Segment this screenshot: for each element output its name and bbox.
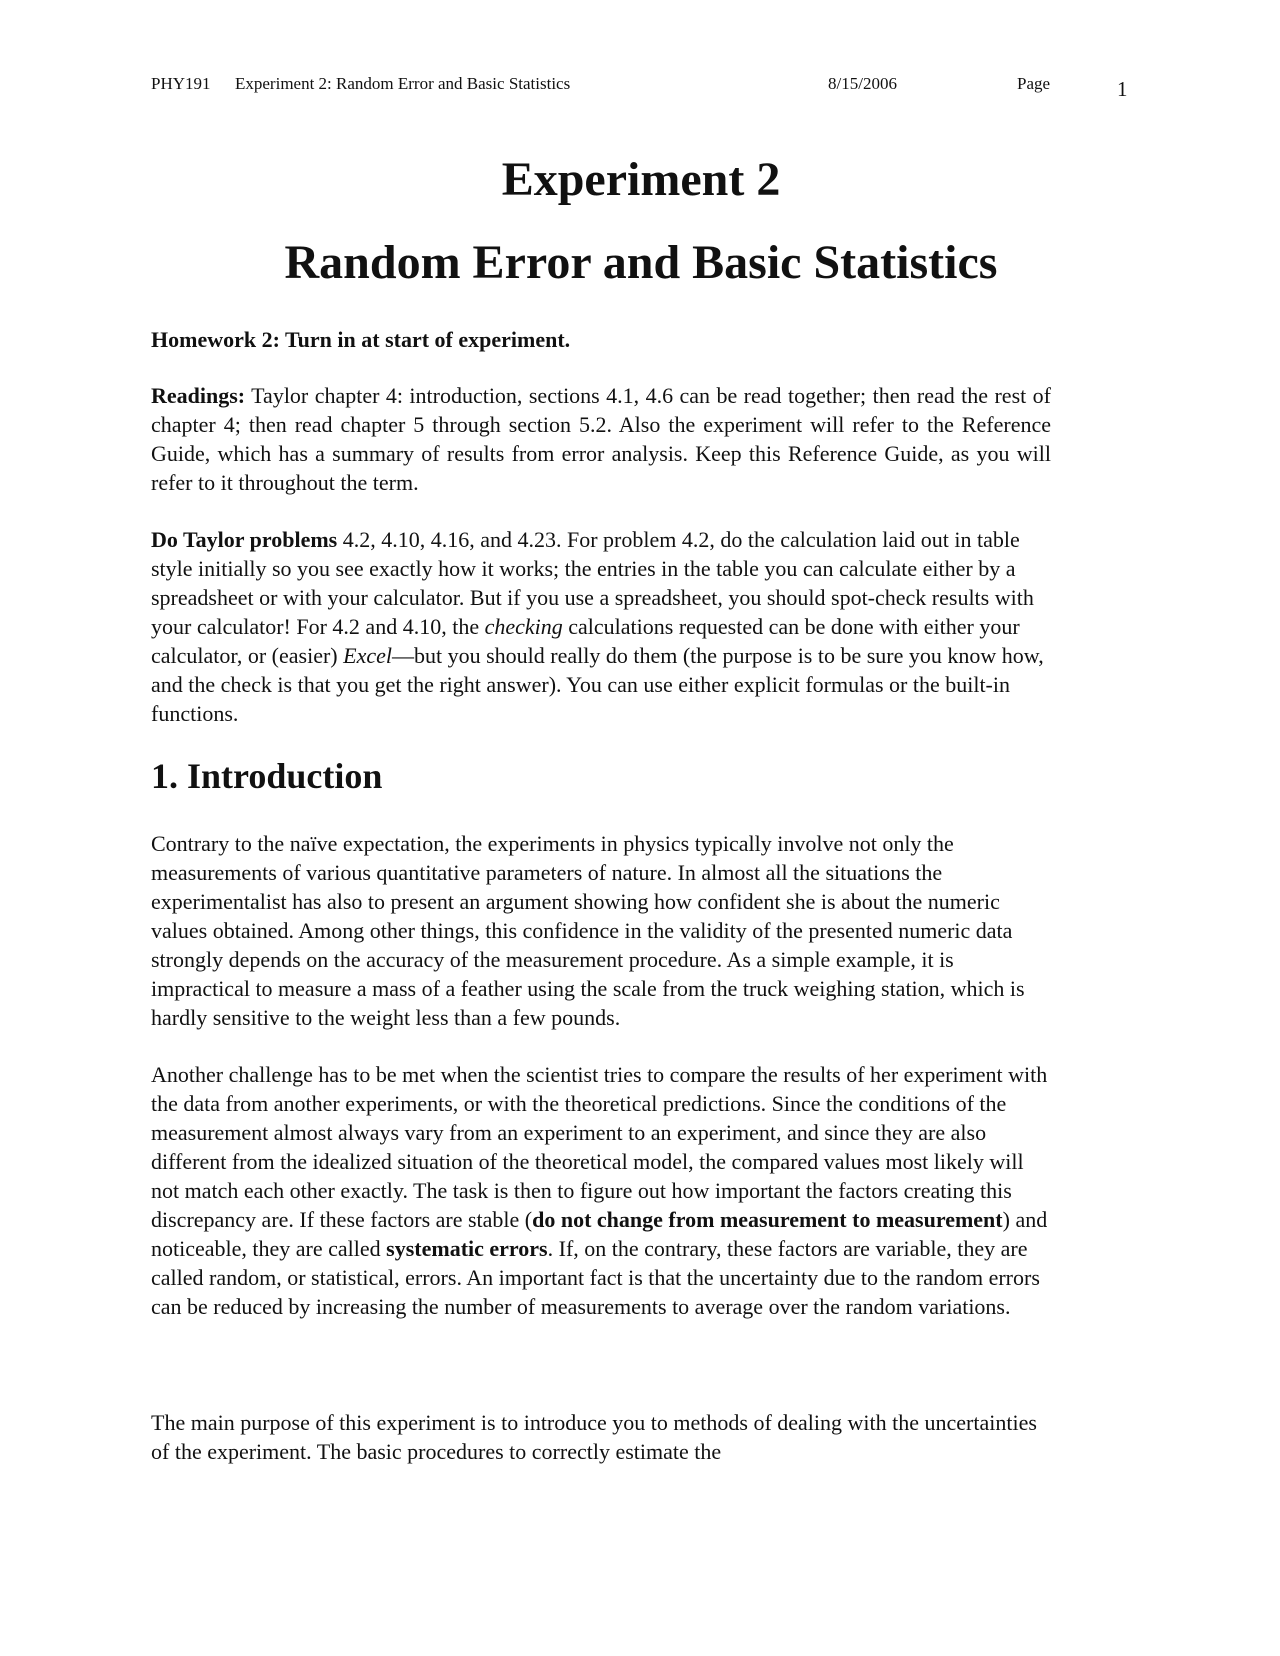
intro-paragraph-1: Contrary to the naïve expectation, the experiments in physics typically involve not only the measurements of various quantitative parameters of nature. In almost all the situations the experimentalist has also to present an argument showing how confident she is about the numeric values obtained. Among other things, this confidence in the validity of the presented numeric data strongly depends on the accuracy of the measurement procedure. As a simple example, it is impractical to measure a mass of a feather using the scale from the truck weighing station, which is hardly sensitive to the weight less than a few pounds. [151,831,1025,1030]
readings-paragraph [151,381,1051,497]
problems-text-b: calculations requested can be done with either your calculator, or (easier) [151,614,1020,668]
homework-note: Homework 2: Turn in at start of experiment. [151,327,571,352]
header-date: 8/15/2006 [828,74,897,93]
intro-p2-bold-stable: do not change from measurement to measurement [532,1207,1003,1232]
readings-text: Taylor chapter 4: introduction, sections 4.1, 4.6 can be read together; then read the rest of chapter 4; then read chapter 5 through section 5.2. Also the experiment will refer to the Reference Guide, which has a summary of results from error analysis. Keep this Reference Guide, as you will refer to it throughout the term. [151,383,1051,495]
intro-p2-bold-systematic: systematic errors [386,1236,548,1261]
header-doc-title: Experiment 2: Random Error and Basic Statistics [235,74,571,93]
intro-p2-text-b: ) and noticeable, they are called [151,1207,1048,1261]
problems-text-c: —but you should really do them (the purpose is to be sure you know how, and the check is that you get the right answer). You can use either explicit formulas or the built-in functions. [151,643,1044,726]
header-course: PHY191 [151,74,211,93]
header-page-label: Page [1017,74,1051,93]
page-subtitle: Random Error and Basic Statistics [284,236,998,289]
running-header [151,74,1131,101]
intro-paragraph-3: The main purpose of this experiment is to introduce you to methods of dealing with the uncertainties of the experiment. The basic procedures to correctly estimate the [151,1410,1037,1464]
header-page-number: 1 [1117,77,1128,101]
problems-checking: checking [484,614,563,639]
problems-paragraph [151,525,1051,728]
intro-p2-text-a: Another challenge has to be met when the scientist tries to compare the results of her experiment with the data from another experiments, or with the theoretical predictions. Since the conditions of the measurement almost always vary from an experiment to an experiment, and since they are also different from the idealized situation of the theoretical model, the compared values most likely will not match each other exactly. The task is then to figure out how important the factors creating this discrepancy are. If these factors are stable ( [151,1062,1048,1232]
problems-excel: Excel [343,643,392,668]
readings-label: Readings: [151,383,246,408]
intro-paragraph-2 [151,1060,1051,1321]
page-title: Experiment 2 [501,153,781,206]
intro-p2-text-c: . If, on the contrary, these factors are variable, they are called random, or statistical, errors. An important fact is that the uncertainty due to the random errors can be reduced by increasing the number of measurements to average over the random variations. [151,1236,1040,1319]
problems-text-a: 4.2, 4.10, 4.16, and 4.23. For problem 4.2, do the calculation laid out in table style initially so you see exactly how it works; the entries in the table you can calculate either by a spreadsheet or with your calculator. But if you use a spreadsheet, you should spot-check results with your calculator! For 4.2 and 4.10, the [151,527,1034,639]
section-heading-introduction: 1. Introduction [151,756,383,796]
problems-label: Do Taylor problems [151,527,338,552]
